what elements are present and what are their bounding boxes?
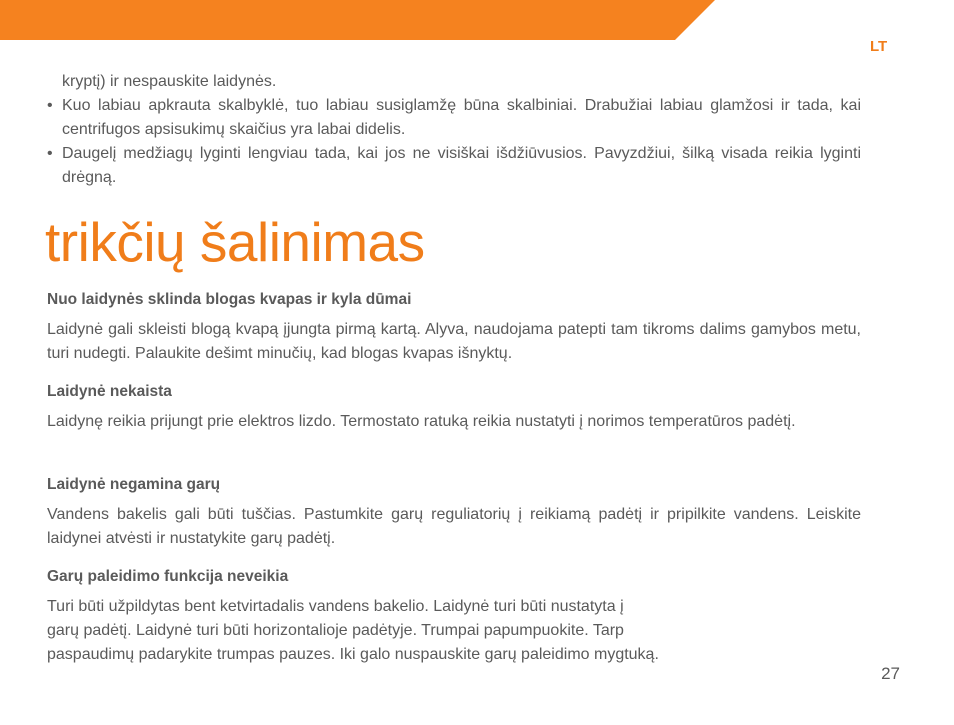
problem-solution: Vandens bakelis gali būti tuščias. Pastumkite garų reguliatorių į reikiamą padėtį ir pripilkite vandens. Leiskite laidynei atvėsti ir nustatykite garų padėtį. [47,506,861,547]
bullet-text: Kuo labiau apkrauta skalbyklė, tuo labiau susiglamžę būna skalbiniai. Drabužiai labiau glamžosi ir tada, kai centrifugos apsisukimų skaičius yra labai didelis. [62,97,861,138]
problem-solution [47,595,787,667]
bullet-text: Daugelį medžiagų lyginti lengviau tada, kai jos ne visiškai išdžiūvusios. Pavyzdžiui, šilką visada reikia lyginti drėgną. [62,145,861,186]
problem-solution: Laidynė gali skleisti blogą kvapą įjungta pirmą kartą. Alyva, naudojama patepti tam tikroms dalims gamybos metu, turi nudegti. Palaukite dešimt minučių, kad blogas kvapas išnyktų. [47,321,861,362]
section-title: trikčių šalinimas [45,211,425,273]
bullet-icon: • [47,97,53,114]
problem-heading: Nuo laidynės sklinda blogas kvapas ir kyla dūmai [47,291,412,308]
page-number: 27 [881,664,900,683]
tips-list [47,94,861,190]
intro-continuation: kryptį) ir nespauskite laidynės. [62,73,277,90]
problem-heading: Laidynė negamina garų [47,476,221,493]
header-band [0,0,954,40]
problem-solution: Laidynę reikia prijungt prie elektros lizdo. Termostato ratuką reikia nustatyti į norimos temperatūros padėtį. [47,413,796,430]
solution-line: Turi būti užpildytas bent ketvirtadalis vandens bakelio. Laidynė turi būti nustatyta į [47,598,624,615]
bullet-icon: • [47,145,53,162]
list-item [47,142,861,190]
problem-heading: Laidynė nekaista [47,383,172,400]
language-label: LT [870,38,888,55]
solution-line: paspaudimų padarykite trumpas pauzes. Iki galo nuspauskite garų paleidimo mygtuką. [47,646,659,663]
solution-line: garų padėtį. Laidynė turi būti horizontalioje padėtyje. Trumpai papumpuokite. Tarp [47,622,624,639]
problem-heading: Garų paleidimo funkcija neveikia [47,568,289,585]
list-item [47,94,861,142]
